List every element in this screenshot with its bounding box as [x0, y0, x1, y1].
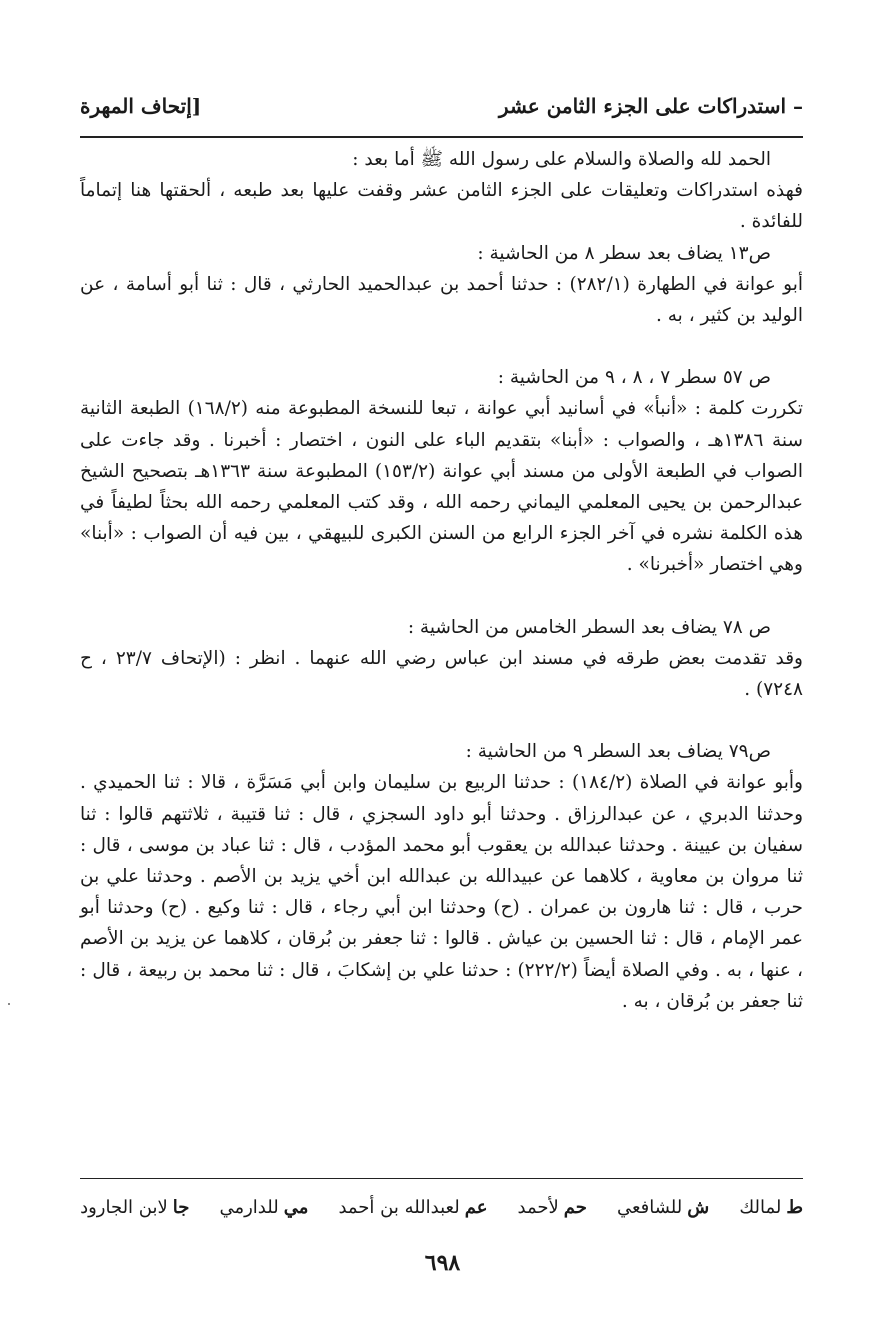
paragraph-gap: [80, 705, 803, 736]
body-text: [80, 144, 803, 1017]
paragraph-gap: [80, 581, 803, 612]
abbreviation-item: [518, 1197, 587, 1218]
abbreviation-label: لمالك: [739, 1196, 782, 1218]
abbreviation-label: لابن الجارود: [80, 1196, 168, 1218]
abbreviation-item: [338, 1197, 487, 1218]
abbreviation-item: [617, 1197, 709, 1218]
abbreviation-code: ط: [786, 1196, 803, 1218]
abbreviation-label: لعبدالله بن أحمد: [338, 1196, 460, 1218]
paragraph: وقد تقدمت بعض طرقه في مسند ابن عباس رضي الله عنهما . انظر : (الإتحاف ٢٣/٧ ، ح ٧٢٤٨) .: [80, 647, 803, 701]
abbreviation-code: ش: [687, 1196, 710, 1218]
section-heading: ص٧٩ يضاف بعد السطر ٩ من الحاشية :: [465, 741, 771, 763]
header-section-title: – استدراكات على الجزء الثامن عشر: [498, 94, 803, 118]
abbreviation-code: حم: [563, 1196, 587, 1218]
abbreviation-item: [219, 1197, 308, 1218]
abbreviation-code: جا: [172, 1196, 190, 1218]
page-number: ٦٩٨: [424, 1250, 461, 1276]
section-heading: ص ٥٧ سطر ٧ ، ٨ ، ٩ من الحاشية :: [497, 367, 771, 389]
paragraph: أبو عوانة في الطهارة (٢٨٢/١) : حدثنا أحمد بن عبدالحميد الحارثي ، قال : ثنا أبو أسامة ، عن الوليد بن كثير ، به .: [80, 273, 803, 327]
abbreviation-code: مي: [283, 1196, 309, 1218]
section-heading: الحمد لله والصلاة والسلام على رسول الله ﷺ أما بعد :: [352, 149, 771, 170]
abbreviation-item: [739, 1197, 803, 1218]
header-rule: [80, 136, 803, 138]
abbreviation-label: للدارمي: [219, 1196, 279, 1218]
scan-speck: [8, 1003, 10, 1005]
paragraph-gap: [80, 331, 803, 362]
abbreviation-code: عم: [464, 1196, 488, 1218]
abbreviation-label: للشافعي: [616, 1196, 683, 1218]
footer-rule: [80, 1178, 803, 1179]
abbreviation-key: [80, 1190, 803, 1224]
header-book-title: [إتحاف المهرة: [80, 94, 202, 118]
section-heading: ص١٣ يضاف بعد سطر ٨ من الحاشية :: [477, 242, 771, 264]
abbreviation-label: لأحمد: [517, 1196, 559, 1218]
abbreviation-item: [80, 1197, 189, 1218]
running-header: [80, 86, 803, 126]
paragraph: تكررت كلمة : «أنبأ» في أسانيد أبي عوانة ، تبعا للنسخة المطبوعة منه (١٦٨/٢) الطبعة الثانية سنة ١٣٨٦هـ ، والصواب : «أبنا» بتقديم الباء على النون ، اختصار : أخبرنا . وقد جاءت على الصواب في الطبعة الأولى من مسند أبي عوانة (١٥٣/٢) المطبوعة سنة ١٣٦٣هـ بتصحيح الشيخ عبدالرحمن بن يحيى المعلمي اليماني رحمه الله ، وقد كتب المعلمي رحمه الله بحثاً لطيفاً في هذه الكلمة نشره في آخر الجزء الرابع من السنن الكبرى للبيهقي ، بين فيه أن الصواب : «أبنا» وهي اختصار «أخبرنا» .: [80, 398, 803, 576]
paragraph: وأبو عوانة في الصلاة (١٨٤/٢) : حدثنا الربيع بن سليمان وابن أبي مَسَرَّة ، قالا : ثنا الحميدي . وحدثنا الدبري ، عن عبدالرزاق . وحدثنا أبو داود السجزي ، قال : ثنا قتيبة ، ثلاثتهم قالوا : ثنا سفيان بن عيينة . وحدثنا عبدالله بن يعقوب أبو محمد المؤدب ، قال : ثنا عباد بن موسى ، قال : ثنا مروان بن معاوية ، كلاهما عن عبيدالله بن عبدالله ابن أخي يزيد بن الأصم . وحدثنا علي بن حرب ، قال : ثنا هارون بن عمران . (ح) وحدثنا ابن أبي رجاء ، قال : ثنا وكيع . (ح) وحدثنا أبو عمر الإمام ، قال : ثنا الحسين بن عياش . قالوا : ثنا جعفر بن بُرقان ، كلاهما عن يزيد بن الأصم ، عنها ، به . وفي الصلاة أيضاً (٢٢٢/٢) : حدثنا علي بن إشكابَ ، قال : ثنا محمد بن ربيعة ، قال : ثنا جعفر بن بُرقان ، به .: [80, 772, 803, 1012]
paragraph: فهذه استدراكات وتعليقات على الجزء الثامن عشر وقفت عليها بعد طبعه ، ألحقتها هنا إتماماً للفائدة .: [80, 180, 803, 233]
section-heading: ص ٧٨ يضاف بعد السطر الخامس من الحاشية :: [407, 616, 771, 638]
